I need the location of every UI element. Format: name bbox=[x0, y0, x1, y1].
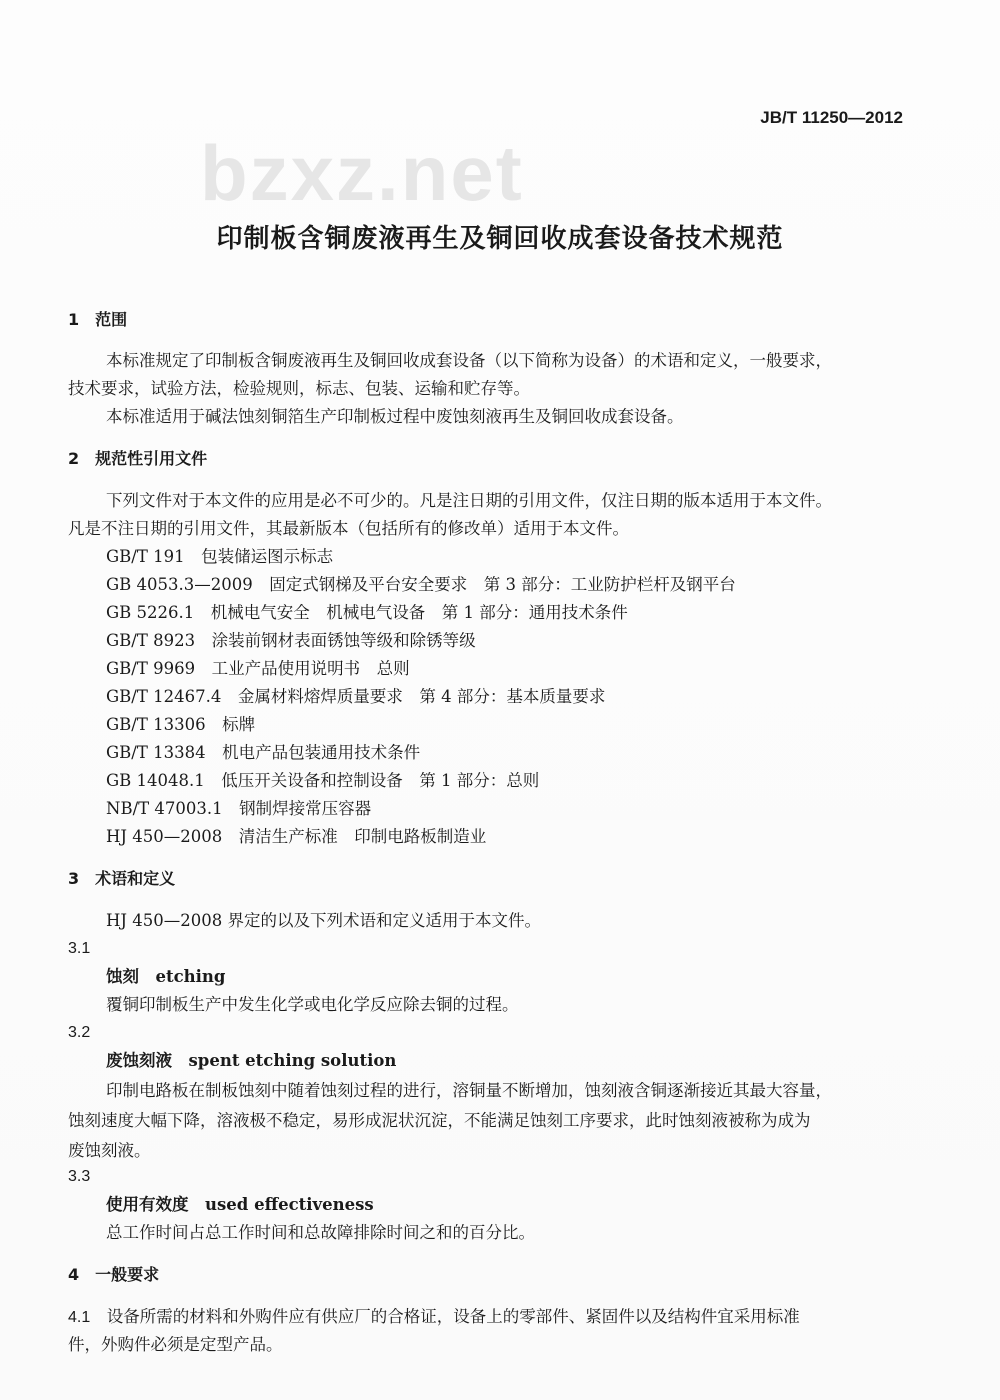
section-2-heading: 2 规范性引用文件 bbox=[68, 449, 208, 468]
term-definition: 蚀刻速度大幅下降，溶液极不稳定，易形成泥状沉淀，不能满足蚀刻工序要求，此时蚀刻液被称为成为 bbox=[68, 1111, 811, 1130]
reference-item bbox=[106, 742, 420, 764]
reference-item bbox=[106, 686, 605, 708]
term-number: 3.1 bbox=[68, 940, 91, 957]
reference-title: 涂装前钢材表面锈蚀等级和除锈等级 bbox=[211, 631, 476, 650]
reference-code: GB/T 8923 bbox=[106, 631, 196, 650]
reference-item bbox=[106, 630, 476, 652]
reference-code: NB/T 47003.1 bbox=[106, 799, 223, 818]
term-definition: 印制电路板在制板蚀刻中随着蚀刻过程的进行，溶铜量不断增加，蚀刻液含铜逐渐接近其最大容量， bbox=[106, 1081, 832, 1100]
reference-code: GB/T 13306 bbox=[106, 715, 206, 734]
term-heading bbox=[106, 966, 225, 988]
reference-code: GB 14048.1 bbox=[106, 771, 205, 790]
term-english: etching bbox=[155, 967, 226, 986]
term-number: 3.2 bbox=[68, 1024, 91, 1041]
reference-code: GB/T 9969 bbox=[106, 659, 196, 678]
term-chinese: 使用有效度 bbox=[106, 1195, 189, 1214]
reference-title: 低压开关设备和控制设备 第 1 部分：总则 bbox=[221, 771, 540, 790]
reference-item bbox=[106, 658, 410, 680]
reference-code: GB/T 191 bbox=[106, 547, 185, 566]
s3-intro: HJ 450—2008 界定的以及下列术语和定义适用于本文件。 bbox=[106, 911, 541, 930]
reference-code: HJ 450—2008 bbox=[106, 827, 223, 846]
reference-item bbox=[106, 602, 628, 624]
reference-item bbox=[106, 826, 486, 848]
reference-code: GB/T 12467.4 bbox=[106, 687, 222, 706]
reference-title: 机电产品包装通用技术条件 bbox=[222, 743, 421, 762]
standard-number: JB/T 11250—2012 bbox=[760, 108, 903, 127]
document-title: 印制板含铜废液再生及铜回收成套设备技术规范 bbox=[216, 224, 784, 254]
reference-title: 标牌 bbox=[222, 715, 256, 734]
reference-title: 工业产品使用说明书 总则 bbox=[211, 659, 410, 678]
section-4-heading: 4 一般要求 bbox=[68, 1265, 160, 1284]
term-heading bbox=[106, 1050, 396, 1072]
clause-4-1-line-2: 件，外购件必须是定型产品。 bbox=[68, 1335, 283, 1354]
reference-item bbox=[106, 714, 255, 736]
term-chinese: 废蚀刻液 bbox=[106, 1051, 172, 1070]
s1-paragraph-1-line-1: 本标准规定了印制板含铜废液再生及铜回收成套设备（以下简称为设备）的术语和定义，一般要求， bbox=[106, 351, 832, 370]
reference-item bbox=[106, 546, 333, 568]
reference-title: 清洁生产标准 印制电路板制造业 bbox=[238, 827, 487, 846]
reference-title: 包装储运图示标志 bbox=[201, 547, 334, 566]
reference-code: GB/T 13384 bbox=[106, 743, 206, 762]
clause-text: 设备所需的材料和外购件应有供应厂的合格证，设备上的零部件、紧固件以及结构件宜采用标准 bbox=[106, 1307, 800, 1326]
section-3-heading: 3 术语和定义 bbox=[68, 869, 176, 888]
reference-code: GB 4053.3—2009 bbox=[106, 575, 253, 594]
reference-title: 固定式钢梯及平台安全要求 第 3 部分：工业防护栏杆及钢平台 bbox=[269, 575, 736, 594]
s2-paragraph-line-2: 凡是不注日期的引用文件，其最新版本（包括所有的修改单）适用于本文件。 bbox=[68, 519, 629, 538]
reference-code: GB 5226.1 bbox=[106, 603, 195, 622]
term-english: used effectiveness bbox=[205, 1195, 374, 1214]
s1-paragraph-2: 本标准适用于碱法蚀刻铜箔生产印制板过程中废蚀刻液再生及铜回收成套设备。 bbox=[106, 407, 684, 426]
section-1-heading: 1 范围 bbox=[68, 310, 128, 329]
term-number: 3.3 bbox=[68, 1168, 91, 1185]
reference-item bbox=[106, 574, 736, 596]
reference-title: 机械电气安全 机械电气设备 第 1 部分：通用技术条件 bbox=[210, 603, 628, 622]
term-chinese: 蚀刻 bbox=[106, 967, 139, 986]
term-heading bbox=[106, 1194, 374, 1216]
term-definition: 废蚀刻液。 bbox=[68, 1141, 151, 1160]
reference-item bbox=[106, 798, 371, 820]
term-definition: 总工作时间占总工作时间和总故障排除时间之和的百分比。 bbox=[106, 1223, 535, 1242]
reference-item bbox=[106, 770, 539, 792]
clause-4-1-line-1 bbox=[68, 1306, 800, 1329]
reference-title: 钢制焊接常压容器 bbox=[239, 799, 372, 818]
clause-number: 4.1 bbox=[68, 1309, 91, 1326]
watermark: bzxz.net bbox=[200, 129, 524, 217]
s2-paragraph-line-1: 下列文件对于本文件的应用是必不可少的。凡是注日期的引用文件，仅注日期的版本适用于本文件。 bbox=[106, 491, 832, 510]
s1-paragraph-1-line-2: 技术要求，试验方法，检验规则，标志、包装、运输和贮存等。 bbox=[68, 379, 530, 398]
term-definition: 覆铜印制板生产中发生化学或电化学反应除去铜的过程。 bbox=[106, 995, 519, 1014]
term-english: spent etching solution bbox=[188, 1051, 397, 1070]
reference-title: 金属材料熔焊质量要求 第 4 部分：基本质量要求 bbox=[237, 687, 606, 706]
